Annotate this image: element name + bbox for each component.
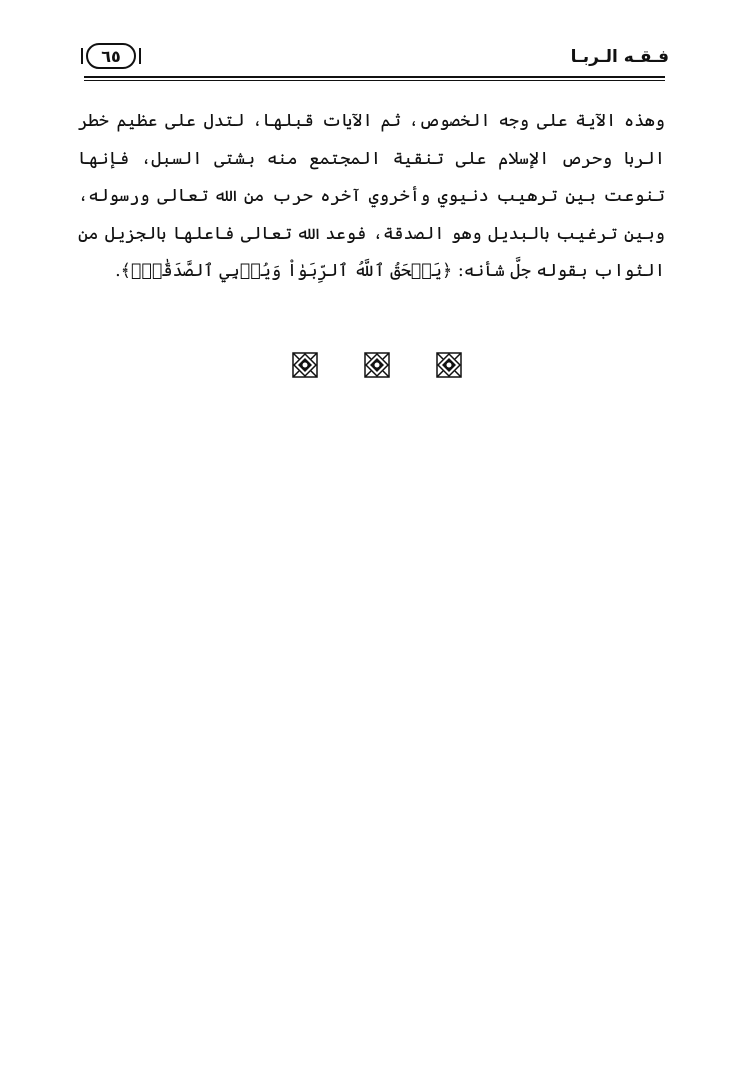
running-header-title: فـقـه الـربـا <box>570 47 669 67</box>
page-number: ٦٥ <box>86 43 136 69</box>
ornament-icon <box>364 352 390 378</box>
body-paragraph: وهذه الآية على وجه الخصوص، ثم الآيات قبلها، لتدل على عظيم خطر الربا وحرص الإسلام على تنقية المجتمع منه بشتى السبل، فإنها تنوعت بين ترهيب دنيوي وأخروي آخره حرب من الله تعالى ورسوله، وبين ترغيب بالبديل وهو الصدقة، فوعد الله تعالى فاعلها بالجزيل من الثواب بقوله جلَّ شأنه: ﴿يَمۡحَقُ ٱللَّهُ ٱلرِّبَوٰاْ وَيُرۡبِي ٱلصَّدَقَٰتِۗ﴾. <box>78 111 665 281</box>
ornament-icon <box>292 352 318 378</box>
section-separator <box>0 352 753 378</box>
ornament-icon <box>436 352 462 378</box>
header-divider <box>84 76 665 81</box>
